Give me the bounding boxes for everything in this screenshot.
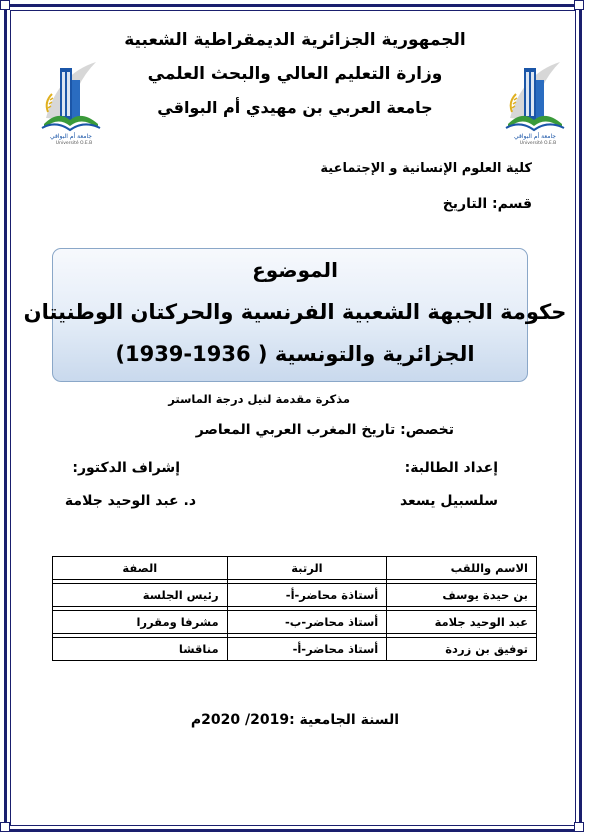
supervisor-label: إشراف الدكتور: <box>72 460 180 476</box>
faculty-name: كلية العلوم الإنسانية و الإجتماعية <box>320 161 532 176</box>
academic-year: السنة الجامعية :2019/ 2020م <box>190 712 400 728</box>
corner-ornament <box>574 0 584 10</box>
member-rank: أستاذة محاضر-أ- <box>227 584 387 607</box>
logo-sub: Université O.E.B <box>519 141 557 146</box>
subject-line-1: حكومة الجبهة الشعبية الفرنسية والحركتان الوطنيتان <box>23 300 567 324</box>
member-rank: أستاذ محاضر-ب- <box>227 611 387 634</box>
republic-title: الجمهورية الجزائرية الديمقراطية الشعبية <box>124 30 466 50</box>
student-label: إعداد الطالبة: <box>404 460 498 476</box>
department-name: قسم: التاريخ <box>442 196 532 212</box>
logo-caption: جامعة أم البواقي <box>514 133 556 140</box>
student-name: سلسبيل يسعد <box>399 493 498 509</box>
member-name: عبد الوحيد جلامة <box>387 611 537 634</box>
ministry-title: وزارة التعليم العالي والبحث العلمي <box>147 64 443 84</box>
member-name: بن حيدة يوسف <box>387 584 537 607</box>
specialty: تخصص: تاريخ المغرب العربي المعاصر <box>195 422 454 438</box>
university-title: جامعة العربي بن مهيدي أم البواقي <box>157 98 433 117</box>
subject-heading: الموضوع <box>252 258 338 282</box>
table-row <box>53 611 537 634</box>
table-row <box>53 638 537 661</box>
logo-caption: جامعة أم البواقي <box>50 133 92 140</box>
member-role: رئيس الجلسة <box>53 584 228 607</box>
supervisor-name: د. عبد الوحيد جلامة <box>64 493 196 509</box>
header-role: الصفة <box>53 557 228 580</box>
logo-sub: Université O.E.B <box>55 141 93 146</box>
member-role: مناقشا <box>53 638 228 661</box>
table-row <box>53 584 537 607</box>
degree-note: مذكرة مقدمة لنيل درجة الماستر <box>168 392 350 406</box>
member-rank: أستاذ محاضر-أ- <box>227 638 387 661</box>
corner-ornament <box>0 822 10 832</box>
corner-ornament <box>0 0 10 10</box>
committee-table <box>52 556 537 661</box>
subject-line-2: الجزائرية والتونسية ( 1936-1939) <box>115 342 475 366</box>
header-name: الاسم واللقب <box>387 557 537 580</box>
header-rank: الرتبة <box>227 557 387 580</box>
member-name: توفيق بن زردة <box>387 638 537 661</box>
table-header-row <box>53 557 537 580</box>
member-role: مشرفا ومقررا <box>53 611 228 634</box>
corner-ornament <box>574 822 584 832</box>
